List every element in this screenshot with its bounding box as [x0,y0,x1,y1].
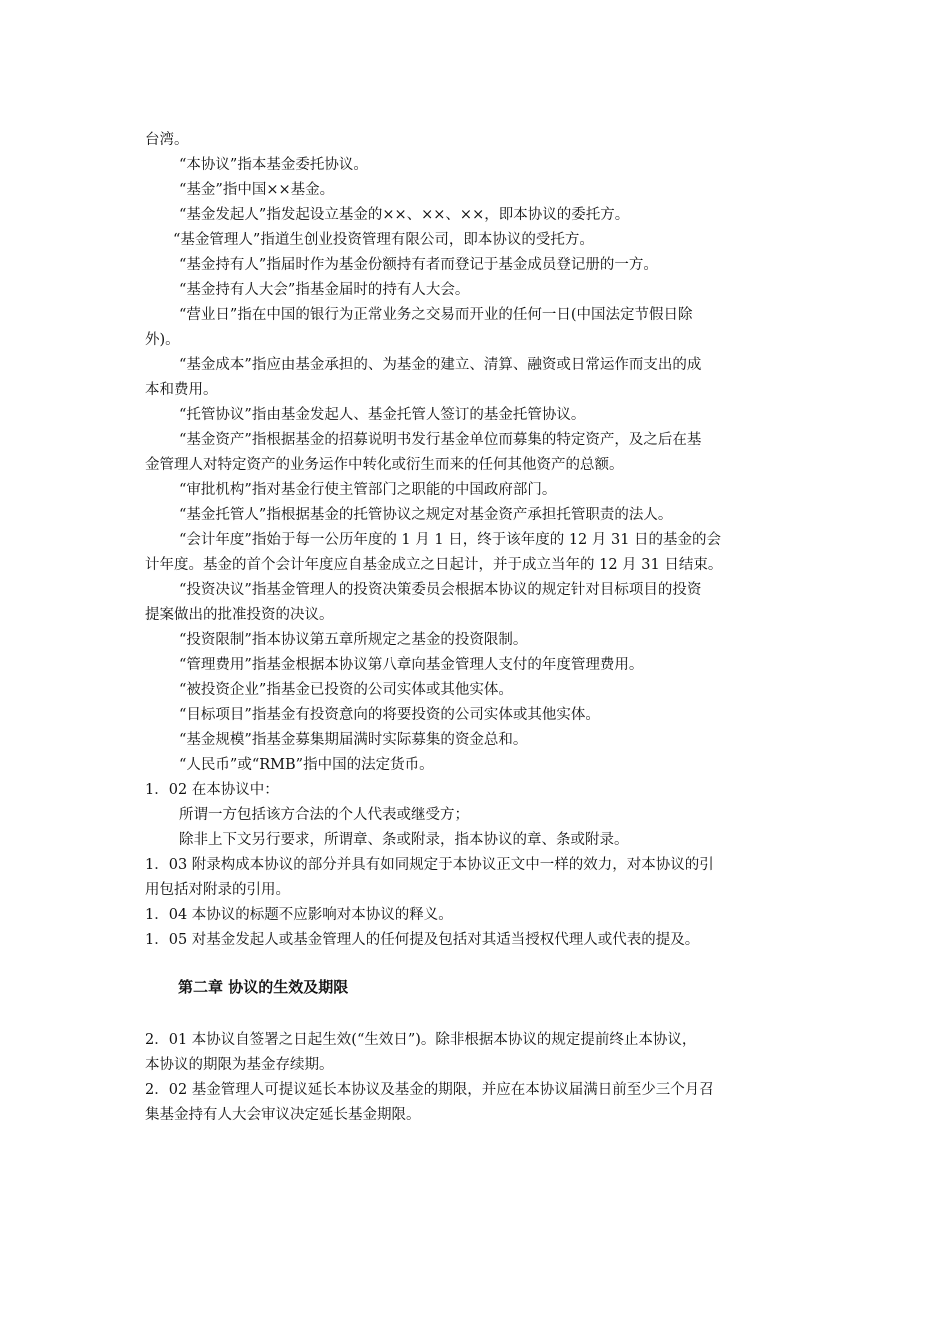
definition-line: “营业日”指在中国的银行为正常业务之交易而开业的任何一日(中国法定节假日除 [179,307,693,323]
clause-line-cont: 用包括对附录的引用。 [145,882,290,898]
clause-line-cont: 本协议的期限为基金存续期。 [145,1057,334,1073]
clause-subline: 所谓一方包括该方合法的个人代表或继受方； [179,807,469,823]
clause-line: 1．03 附录构成本协议的部分并具有如同规定于本协议正文中一样的效力，对本协议的引 [145,857,714,873]
clause-subline: 除非上下文另行要求，所谓章、条或附录，指本协议的章、条或附录。 [179,832,629,848]
definition-line: “审批机构”指对基金行使主管部门之职能的中国政府部门。 [179,482,557,498]
chapter-heading: 第二章 协议的生效及期限 [178,978,349,996]
clause-line-cont: 集基金持有人大会审议决定延长基金期限。 [145,1107,421,1123]
definition-line: “基金发起人”指发起设立基金的××、××、××，即本协议的委托方。 [179,207,630,223]
definition-line: “基金持有人大会”指基金届时的持有人大会。 [179,282,470,298]
clause-line: 1．04 本协议的标题不应影响对本协议的释义。 [145,907,453,923]
definition-line: “会计年度”指始于每一公历年度的 1 月 1 日，终于该年度的 12 月 31 日的基金的会 [179,532,722,548]
definition-line: “基金规模”指基金募集期届满时实际募集的资金总和。 [179,732,528,748]
definition-line: “基金成本”指应由基金承担的、为基金的建立、清算、融资或日常运作而支出的成 [179,357,702,373]
definition-line: “投资限制”指本协议第五章所规定之基金的投资限制。 [179,632,528,648]
clause-line: 1．02 在本协议中： [145,782,279,798]
definition-line: “基金管理人”指道生创业投资管理有限公司，即本协议的受托方。 [173,232,594,248]
definition-line: “基金持有人”指届时作为基金份额持有者而登记于基金成员登记册的一方。 [179,257,658,273]
definition-line-cont: 提案做出的批准投资的决议。 [145,607,334,623]
definition-line: “目标项目”指基金有投资意向的将要投资的公司实体或其他实体。 [179,707,600,723]
definition-line: “基金”指中国××基金。 [179,182,335,198]
clause-line: 2．02 基金管理人可提议延长本协议及基金的期限，并应在本协议届满日前至少三个月召 [145,1082,714,1098]
definition-line: “托管协议”指由基金发起人、基金托管人签订的基金托管协议。 [179,407,586,423]
definition-line: “基金托管人”指根据基金的托管协议之规定对基金资产承担托管职责的法人。 [179,507,673,523]
definition-line: “人民币”或“RMB”指中国的法定货币。 [179,757,434,773]
clause-line: 2．01 本协议自签署之日起生效(“生效日”)。除非根据本协议的规定提前终止本协议， [145,1032,697,1048]
definition-line: “基金资产”指根据基金的招募说明书发行基金单位而募集的特定资产，及之后在基 [179,432,702,448]
definition-line-cont: 本和费用。 [145,382,218,398]
definition-line: “投资决议”指基金管理人的投资决策委员会根据本协议的规定针对目标项目的投资 [179,582,702,598]
definition-line: “本协议”指本基金委托协议。 [179,157,368,173]
definition-line: “管理费用”指基金根据本协议第八章向基金管理人支付的年度管理费用。 [179,657,644,673]
definition-line-cont: 金管理人对特定资产的业务运作中转化或衍生而来的任何其他资产的总额。 [145,457,624,473]
definition-line-cont: 外)。 [145,332,180,348]
text-line: 台湾。 [145,132,189,148]
definition-line-cont: 计年度。基金的首个会计年度应自基金成立之日起计，并于成立当年的 12 月 31 日结束。 [145,557,723,573]
document-page [145,128,810,1128]
clause-line: 1．05 对基金发起人或基金管理人的任何提及包括对其适当授权代理人或代表的提及。 [145,932,700,948]
definition-line: “被投资企业”指基金已投资的公司实体或其他实体。 [179,682,513,698]
